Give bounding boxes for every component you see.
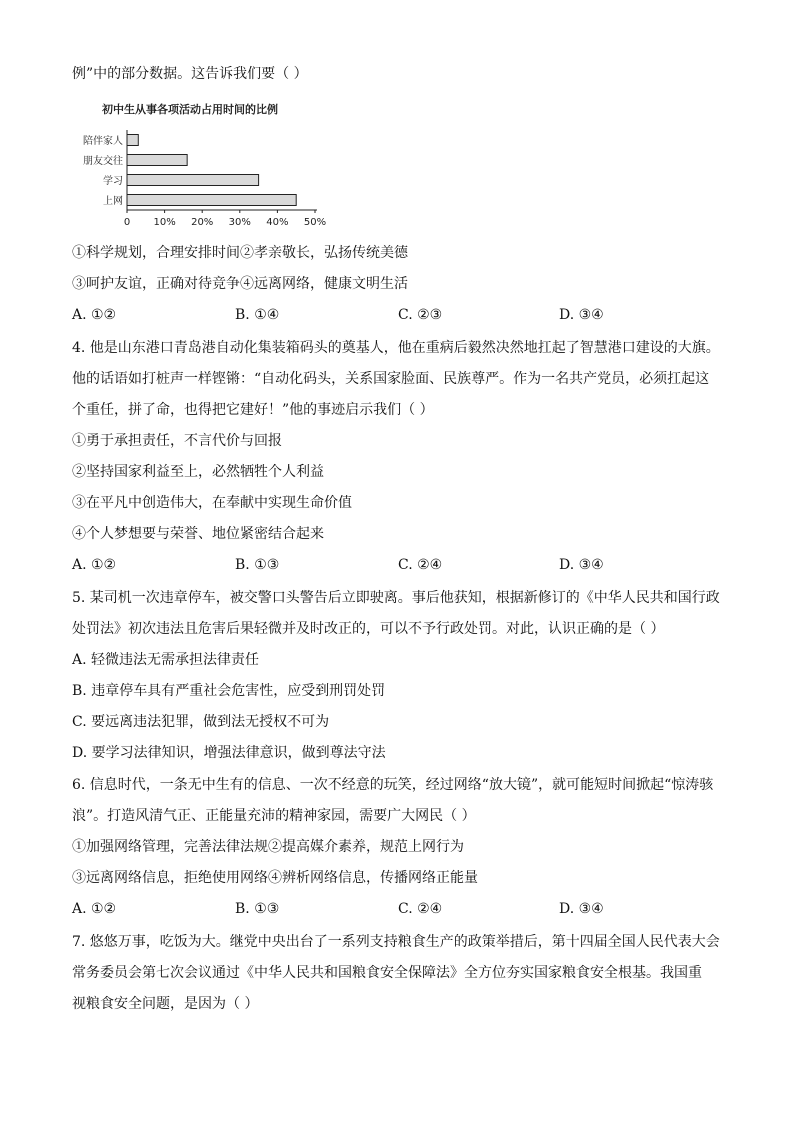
- q4-choice-a[interactable]: A. ①②: [72, 557, 117, 573]
- bar-0: [127, 135, 138, 146]
- bar-1: [127, 155, 187, 166]
- question-3-options-line2: ③呵护友谊，正确对待竞争④远离网络，健康文明生活: [72, 276, 408, 292]
- question-4-line1: 4. 他是山东港口青岛港自动化集装箱码头的奠基人，他在重病后毅然决然地扛起了智慧港口建设的大旗。: [72, 340, 720, 356]
- bar-3: [127, 195, 296, 206]
- q5-choice-c[interactable]: C. 要远离违法犯罪，做到法无授权不可为: [72, 714, 330, 730]
- question-4-statement-2: ②坚持国家利益至上，必然牺牲个人利益: [72, 464, 324, 480]
- q3-choice-c[interactable]: C. ②③: [398, 307, 443, 323]
- x-tick-label-2: 20%: [191, 217, 214, 228]
- bar-2: [127, 175, 259, 186]
- question-4-statement-3: ③在平凡中创造伟大，在奉献中实现生命价值: [72, 495, 352, 511]
- q4-choice-c[interactable]: C. ②④: [398, 557, 443, 573]
- x-tick-label-4: 40%: [266, 217, 289, 228]
- question-6-line2: 浪”。打造风清气正、正能量充沛的精神家园，需要广大网民（ ）: [72, 808, 476, 824]
- q6-choice-c[interactable]: C. ②④: [398, 901, 443, 917]
- x-tick-label-0: 0: [123, 217, 131, 228]
- category-label-1: 朋友交往: [83, 156, 123, 167]
- q4-choice-d[interactable]: D. ③④: [559, 557, 604, 573]
- x-tick-label-5: 50%: [303, 217, 327, 228]
- category-label-3: 上网: [103, 196, 123, 207]
- question-4-statement-4: ④个人梦想要与荣誉、地位紧密结合起来: [72, 526, 324, 542]
- question-6-options-line1: ①加强网络管理，完善法律法规②提高媒介素养，规范上网行为: [72, 839, 464, 855]
- question-7-line1: 7. 悠悠万事，吃饭为大。继党中央出台了一系列支持粮食生产的政策举措后，第十四届全国人民代表大会: [72, 934, 720, 950]
- category-label-0: 陪伴家人: [83, 136, 123, 147]
- question-7-line3: 视粮食安全问题，是因为（ ）: [72, 996, 259, 1012]
- question-4-line3: 个重任，拼了命，也得把它建好！”他的事迹启示我们（ ）: [72, 402, 434, 418]
- question-3-stem-tail: 例”中的部分数据。这告诉我们要（ ）: [72, 66, 308, 82]
- x-tick-label-1: 10%: [153, 217, 176, 228]
- q6-choice-d[interactable]: D. ③④: [559, 901, 604, 917]
- q3-choice-a[interactable]: A. ①②: [72, 307, 117, 323]
- q6-choice-b[interactable]: B. ①③: [235, 901, 280, 917]
- category-label-2: 学习: [103, 176, 123, 187]
- question-4-statement-1: ①勇于承担责任，不言代价与回报: [72, 433, 282, 449]
- question-5-line1: 5. 某司机一次违章停车，被交警口头警告后立即驶离。事后他获知，根据新修订的《中华人民共和国行政: [72, 590, 720, 606]
- question-6-line1: 6. 信息时代，一条无中生有的信息、一次不经意的玩笑，经过网络“放大镜”，就可能短时间掀起“惊涛骇: [72, 777, 714, 793]
- chart-title: 初中生从事各项活动占用时间的比例: [102, 103, 278, 116]
- question-3-options-line1: ①科学规划，合理安排时间②孝亲敬长，弘扬传统美德: [72, 245, 408, 261]
- q6-choice-a[interactable]: A. ①②: [72, 901, 117, 917]
- question-4-line2: 他的话语如打桩声一样铿锵：“自动化码头，关系国家脸面、民族尊严。作为一名共产党员，必须扛起这: [72, 371, 710, 387]
- time-proportion-bar-chart: [72, 100, 342, 235]
- q5-choice-d[interactable]: D. 要学习法律知识，增强法律意识，做到尊法守法: [72, 745, 386, 761]
- x-tick-label-3: 30%: [228, 217, 251, 228]
- q5-choice-a[interactable]: A. 轻微违法无需承担法律责任: [72, 652, 260, 668]
- q4-choice-b[interactable]: B. ①③: [235, 557, 280, 573]
- q5-choice-b[interactable]: B. 违章停车具有严重社会危害性，应受到刑罚处罚: [72, 683, 386, 699]
- question-5-line2: 处罚法》初次违法且危害后果轻微并及时改正的，可以不予行政处罚。对此，认识正确的是（ ）: [72, 621, 665, 637]
- q3-choice-d[interactable]: D. ③④: [559, 307, 604, 323]
- question-6-options-line2: ③远离网络信息，拒绝使用网络④辨析网络信息，传播网络正能量: [72, 870, 478, 886]
- question-7-line2: 常务委员会第七次会议通过《中华人民共和国粮食安全保障法》全方位夯实国家粮食安全根基。我国重: [72, 965, 702, 981]
- q3-choice-b[interactable]: B. ①④: [235, 307, 280, 323]
